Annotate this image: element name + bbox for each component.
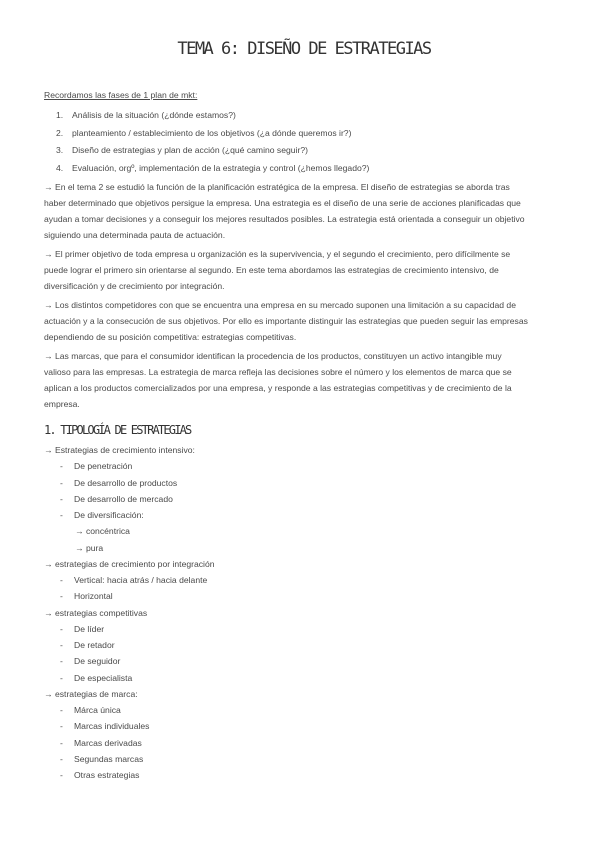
list-item: [44, 638, 564, 654]
list-item-text: De penetración: [74, 461, 133, 472]
list-item: [44, 541, 564, 557]
dash-bullet: -: [60, 737, 63, 748]
list-item: [44, 768, 564, 784]
list-item-text: Horizontal: [74, 591, 113, 602]
list-item: [44, 508, 564, 524]
paragraph-line: ayudan a tomar decisiones y a conseguir los mejores resultados posibles. La estrategia está orientada a conseguir un objetivo: [44, 214, 525, 224]
list-item: [44, 622, 564, 638]
list-item-text: De seguidor: [74, 656, 121, 667]
dash-bullet: -: [60, 477, 63, 488]
dash-bullet: -: [60, 656, 63, 667]
dash-bullet: -: [60, 461, 63, 472]
paragraph-line: valioso para las empresas. La estrategia de marca refleja las decisiones sobre el número y los elementos de marca que se: [44, 367, 512, 377]
paragraph-line: dependiendo de su posición competitiva: estrategias competitivas.: [44, 332, 297, 342]
list-item-text: De retador: [74, 640, 115, 650]
dash-bullet: -: [60, 575, 63, 585]
phase-text: Evaluación, orgº, implementación de la estrategia y control (¿hemos llegado?): [72, 162, 370, 173]
phase-number: 3.: [56, 145, 64, 155]
list-item-text: → pura: [75, 542, 104, 553]
dash-bullet: -: [60, 705, 63, 715]
document-page: [44, 36, 564, 784]
list-item: [44, 654, 564, 670]
paragraph: [44, 180, 564, 244]
list-item-text: De desarrollo de mercado: [74, 493, 173, 504]
phase-text: Análisis de la situación (¿dónde estamos?): [72, 110, 236, 120]
paragraph-line: puede lograr el primero sin orientarse al segundo. En este tema abordamos las estrategias de crecimiento intensivo, de: [44, 265, 499, 275]
paragraph-line: → Los distintos competidores con que se encuentra una empresa en su mercado suponen una limitación a su capacidad de: [44, 300, 516, 310]
paragraph-line: empresa.: [44, 399, 80, 409]
list-item: [44, 752, 564, 768]
phase-item: [56, 126, 564, 144]
dash-bullet: -: [60, 770, 63, 780]
phase-text: Diseño de estrategias y plan de acción (¿qué camino seguir?): [72, 145, 308, 155]
list-item: [44, 573, 564, 589]
dash-bullet: -: [60, 591, 63, 602]
dash-bullet: -: [60, 623, 63, 634]
paragraph-line: → En el tema 2 se estudió la función de la planificación estratégica de la empresa. El diseño de estrategias se aborda tras: [44, 182, 510, 192]
paragraphs: [44, 180, 564, 413]
list-item-text: Marcas derivadas: [74, 737, 142, 748]
list-item: [44, 703, 564, 719]
paragraph-line: → El primer objetivo de toda empresa u organización es la supervivencia, y el segundo el crecimiento, pero difícilmente se: [44, 249, 511, 259]
dash-bullet: -: [60, 510, 63, 520]
intro-heading: Recordamos las fases de 1 plan de mkt:: [44, 90, 198, 100]
phase-number: 1.: [56, 110, 64, 120]
dash-bullet: -: [60, 753, 63, 764]
list-item: [44, 492, 564, 508]
paragraph: [44, 298, 564, 346]
list-item: [44, 476, 564, 492]
phase-item: [56, 143, 564, 161]
dash-bullet: -: [60, 721, 63, 732]
list-item-text: → estrategias competitivas: [44, 607, 148, 618]
phase-number: 4.: [56, 162, 64, 173]
phases-list: [44, 108, 564, 178]
list-item-text: Marcas individuales: [74, 721, 150, 732]
list-item: [44, 687, 564, 703]
list-item-text: De especialista: [74, 672, 133, 683]
typology-list: [44, 443, 564, 784]
paragraph-line: actuación y a la consecución de sus objetivos. Por ello es importante distinguir las estrategias que pueden seguir las empresas: [44, 316, 528, 326]
paragraph: [44, 247, 564, 295]
list-item: [44, 671, 564, 687]
list-item: [44, 589, 564, 605]
phase-item: [56, 161, 564, 179]
list-item-text: Otras estrategias: [74, 770, 140, 780]
list-item-text: De líder: [74, 623, 105, 634]
list-item: [44, 557, 564, 573]
list-item-text: → estrategias de crecimiento por integración: [44, 558, 215, 569]
paragraph-line: siguiendo una determinada pauta de actuación.: [44, 230, 226, 240]
list-item: [44, 524, 564, 540]
list-item-text: De desarrollo de productos: [74, 477, 178, 488]
list-item-text: Márca única: [74, 705, 121, 715]
phase-text: planteamiento / establecimiento de los objetivos (¿a dónde queremos ir?): [72, 127, 352, 138]
list-item: [44, 443, 564, 459]
phase-item: [56, 108, 564, 126]
list-item-text: → estrategias de marca:: [44, 688, 138, 699]
list-item-text: Vertical: hacia atrás / hacia delante: [74, 575, 208, 585]
list-item: [44, 719, 564, 735]
phase-number: 2.: [56, 127, 64, 138]
paragraph-line: aplican a los productos comercializados por una empresa, y responde a las estrategias competitivas y de crecimiento de la: [44, 383, 512, 393]
paragraph-line: → Las marcas, que para el consumidor identifican la procedencia de los productos, constituyen un activo intangible muy: [44, 351, 502, 361]
list-item-text: Segundas marcas: [74, 753, 144, 764]
list-item: [44, 736, 564, 752]
dash-bullet: -: [60, 640, 63, 650]
paragraph: [44, 349, 564, 413]
list-item: [44, 606, 564, 622]
paragraph-line: haber determinado que objetivos persigue la empresa. Una estrategia es el diseño de una serie de acciones planificadas que: [44, 198, 521, 208]
paragraph-line: diversificación y de crecimiento por integración.: [44, 281, 225, 291]
list-item: [44, 459, 564, 475]
list-item-text: De diversificación:: [74, 510, 144, 520]
dash-bullet: -: [60, 493, 63, 504]
dash-bullet: -: [60, 672, 63, 683]
list-item-text: → concéntrica: [75, 526, 130, 537]
list-item-text: → Estrategias de crecimiento intensivo:: [44, 445, 195, 455]
section-title: 1. TIPOLOGÍA DE ESTRATEGIAS: [44, 423, 191, 437]
page-title: TEMA 6: DISEÑO DE ESTRATEGIAS: [177, 39, 431, 59]
